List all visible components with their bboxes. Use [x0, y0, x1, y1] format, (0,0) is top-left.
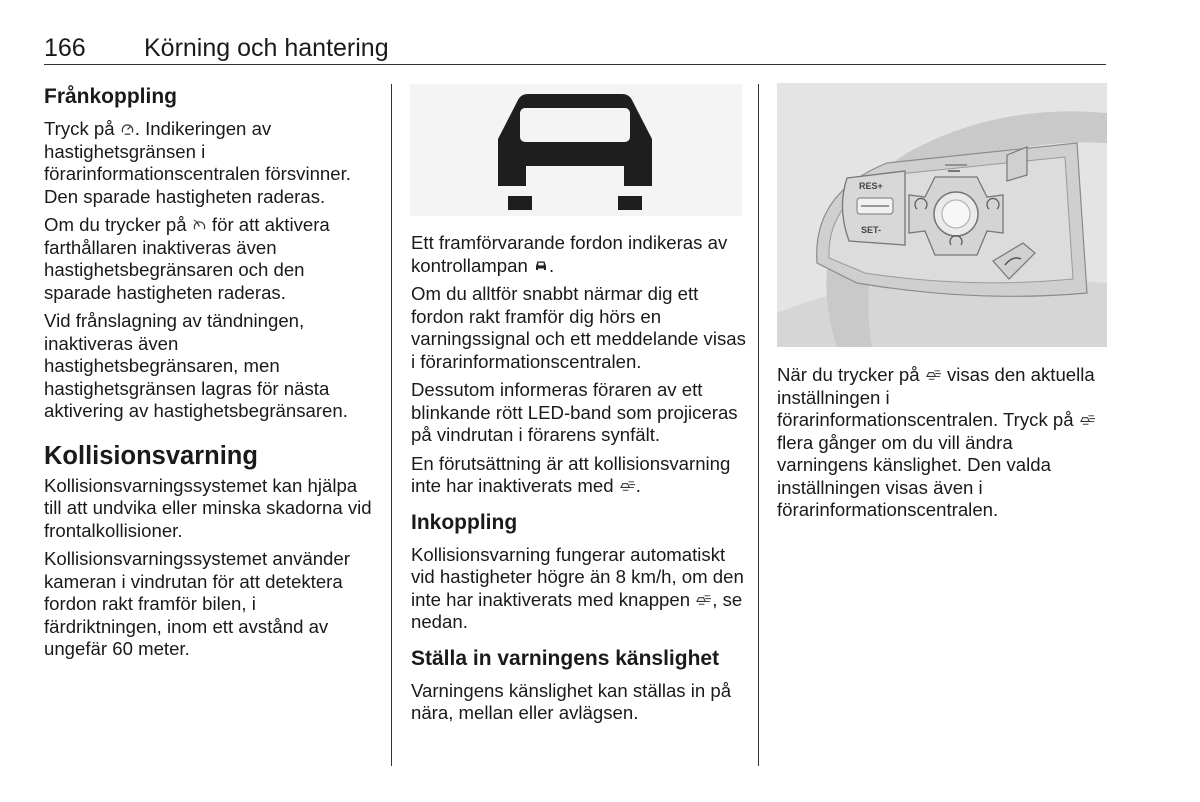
- paragraph: Kollisionsvarningssystemet använder kameran i vindrutan för att detektera fordon rakt framför bilen, i färdriktningen, inom ett avstånd av ungefär 60 meter.: [44, 548, 350, 659]
- paragraph: Kollisionsvarningssystemet kan hjälpa till att undvika eller minska skadorna vid frontalkollisioner.: [44, 474, 372, 541]
- heading-stalla-in: Ställa in varningens känslighet: [411, 646, 720, 670]
- steering-wheel-controls-image: [777, 83, 1107, 347]
- paragraph: Dessutom informeras föraren av ett blinkande rött LED-band som projiceras på vindrutan i förarens synfält.: [411, 379, 738, 445]
- heading-inkoppling: Inkoppling: [411, 510, 518, 534]
- heading-kollisionsvarning: Kollisionsvarning: [44, 441, 258, 470]
- column-2: [411, 232, 746, 731]
- res-label: RES+: [859, 181, 883, 191]
- collision-alert-icon: [925, 368, 942, 383]
- speed-limiter-icon: [120, 122, 135, 137]
- paragraph: Vid frånslagning av tändningen, inaktiveras även hastighetsbegränsaren, men hastighetsgränsen lagras för nästa aktivering av hastighetsbegränsaren.: [44, 310, 348, 421]
- vehicle-ahead-icon: [410, 84, 742, 216]
- paragraph: Kollisionsvarning fungerar automatiskt vid hastigheter högre än 8 km/h, om den inte har inaktiverats med knappen , se nedan.: [411, 543, 744, 632]
- column-3: [777, 364, 1107, 528]
- page-header: [44, 34, 1106, 64]
- chapter-title: Körning och hantering: [144, 34, 389, 62]
- paragraph: Om du trycker på för att aktivera farthållaren inaktiveras även hastighetsbegränsaren och den sparade hastigheten raderas.: [44, 214, 330, 303]
- column-divider-1: [391, 84, 392, 766]
- column-divider-2: [758, 84, 759, 766]
- paragraph: Varningens känslighet kan ställas in på nära, mellan eller avlägsen.: [411, 679, 732, 723]
- collision-alert-icon: [619, 479, 636, 494]
- heading-frankoppling: Frånkoppling: [44, 85, 177, 108]
- cruise-control-icon: [192, 218, 207, 233]
- page-number: 166: [44, 34, 86, 62]
- paragraph: Om du alltför snabbt närmar dig ett fordon rakt framför dig hörs en varningssignal och ett meddelande visas i förarinformationscentralen.: [411, 283, 746, 372]
- collision-alert-icon: [1079, 413, 1096, 428]
- set-label: SET-: [861, 225, 882, 235]
- column-1: [44, 84, 374, 667]
- vehicle-ahead-illustration: [410, 84, 742, 216]
- paragraph: När du trycker på visas den aktuella inställningen i förarinformationscentralen. Tryck på flera gånger om du vill ändra varningens känslighet. Den valda inställningen visas även i förarinformationscentralen.: [777, 364, 1095, 520]
- paragraph: Ett framförvarande fordon indikeras av kontrollampan .: [411, 232, 728, 276]
- collision-alert-icon: [695, 593, 712, 608]
- vehicle-ahead-icon: [533, 258, 549, 274]
- steering-wheel-illustration: [777, 83, 1107, 347]
- paragraph: Tryck på . Indikeringen av hastighetsgränsen i förarinformationscentralen försvinner. Den sparade hastigheten raderas.: [44, 118, 351, 207]
- header-rule: [44, 64, 1106, 65]
- paragraph: En förutsättning är att kollisionsvarning inte har inaktiverats med .: [411, 452, 731, 496]
